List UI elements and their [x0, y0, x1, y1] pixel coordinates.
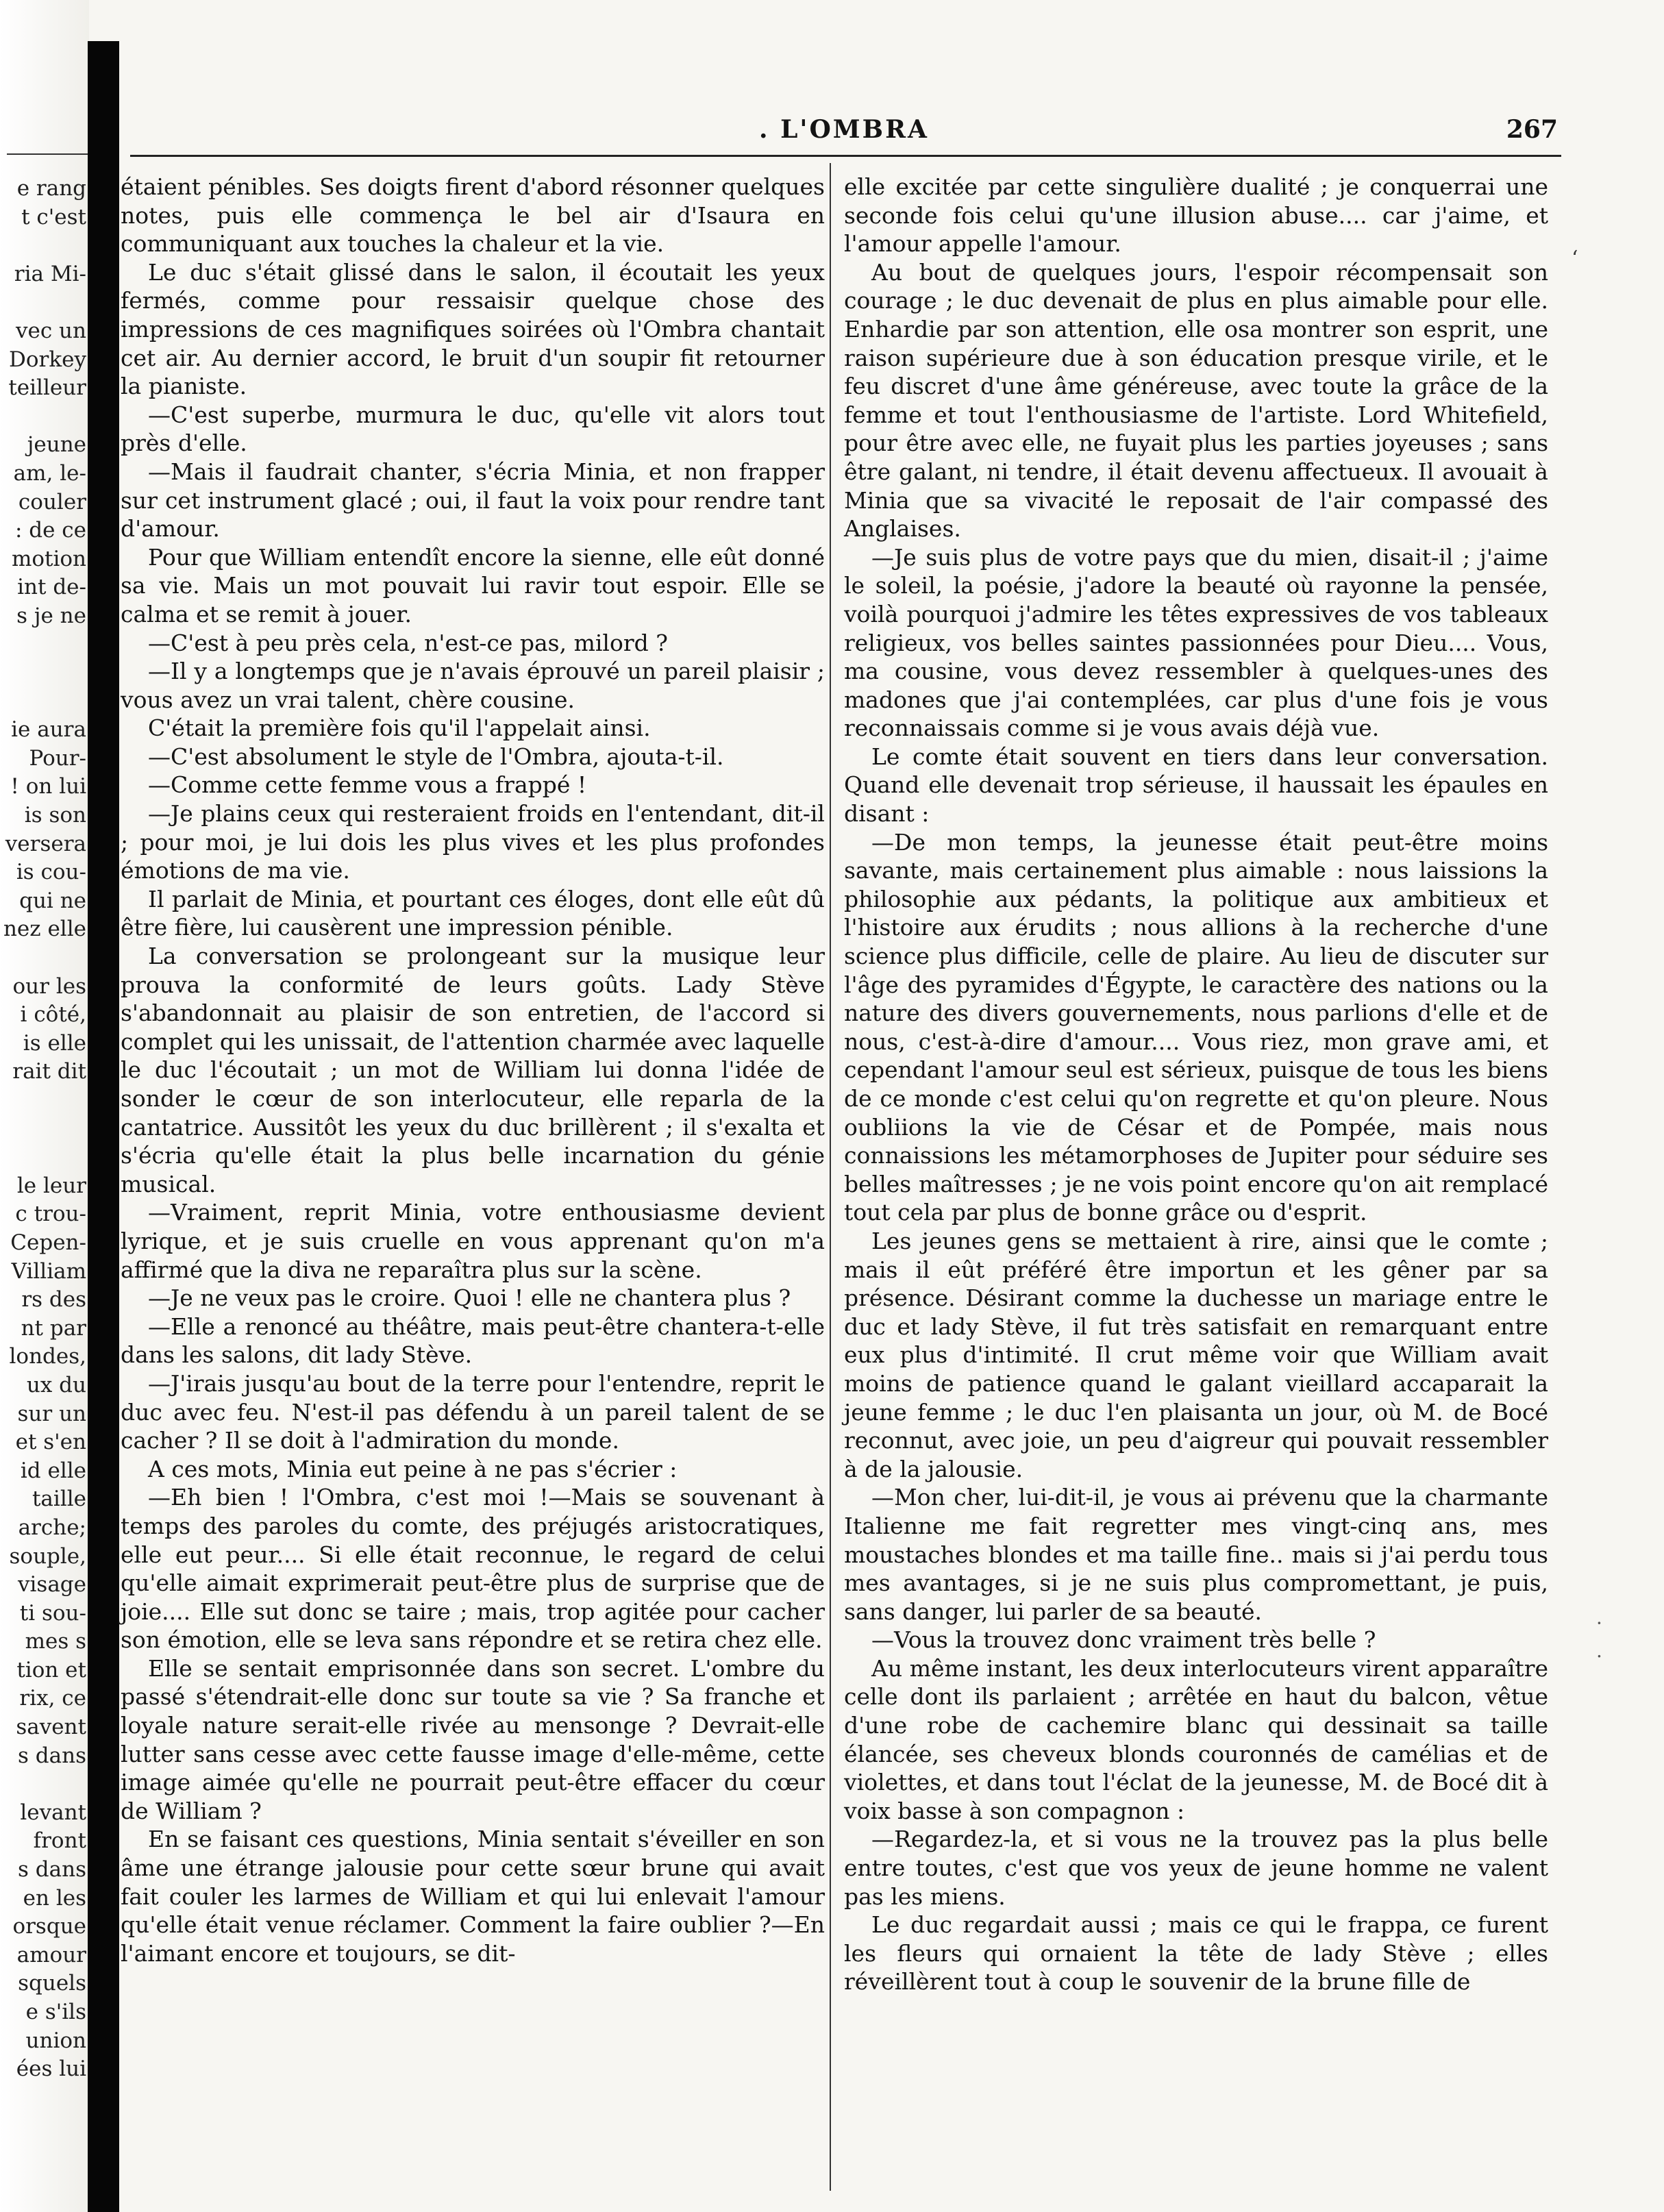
bleed-line — [0, 403, 88, 432]
bleed-line: couler — [18, 489, 86, 514]
bleed-line: am, le- — [13, 460, 86, 486]
bleed-line: : de ce — [14, 518, 86, 543]
paragraph: —De mon temps, la jeunesse était peut-être moins savante, mais certainement plus aimable : nous laissions la philosophie aux pédants, la politique aux ambitieux et l'histoire aux érudits ; nous allions à la recherche d'une science plus difficile, celle de plaire. Au lieu de discuter sur l'âge des pyramides d'Égypte, le caractère des nations ou la nature des divers gouvernements, nous parlions d'elle et de nous, c'est-à-dire d'amour.... Vous riez, mon grave ami, et cependant l'amour seul est sérieux, puisque de tous les biens de ce monde c'est celui qu'on regrette et qu'on pleure. Nous oubliions la vie de César et de Pompée, mais nous connaissions les métamorphoses de Jupiter pour séduire ses belles maîtresses ; je ne vois point encore qu'on ait remplacé tout cela par plus de bonne grâce ou d'esprit. — [844, 828, 1548, 1226]
paragraph: —C'est à peu près cela, n'est-ce pas, milord ? — [148, 629, 668, 656]
bleed-line: orsque — [12, 1914, 86, 1939]
paragraph: Il parlait de Minia, et pourtant ces éloges, dont elle eût dû être fière, lui causèrent une impression pénible. — [121, 885, 825, 941]
bleed-line: arche; — [18, 1515, 86, 1540]
paragraph: En se faisant ces questions, Minia sentait s'éveiller en son âme une étrange jalousie pour cette sœur brune qui avait fait couler les larmes de William et qui lui enlevait l'amour qu'elle était venue réclamer. Comment la faire oublier ?—En l'aimant encore et toujours, se dit- — [121, 1826, 825, 1967]
bleed-line: squels — [18, 1971, 86, 1996]
paragraph: Le duc s'était glissé dans le salon, il écoutait les yeux fermés, comme pour ressaisir quelque chose des impressions de ces magnifiques soirées où l'Ombra chantait cet air. Au dernier accord, le bruit d'un soupir fit retourner la pianiste. — [121, 258, 825, 400]
bleed-line: ! on lui — [10, 774, 86, 799]
paragraph: —Mon cher, lui-dit-il, je vous ai prévenu que la charmante Italienne me fait regretter mes vingt-cinq ans, mes moustaches blondes et ma taille fine.. mais si j'ai perdu tous mes avantages, si je ne suis plus compromettant, je puis, sans danger, lui parler de sa beauté. — [844, 1484, 1548, 1625]
bleed-line: savent — [16, 1715, 86, 1740]
margin-speck: ‘ — [1572, 247, 1578, 271]
bleed-line: rait dit — [12, 1059, 86, 1084]
bleed-line: Villiam — [11, 1258, 86, 1284]
bleed-line: nez elle — [3, 917, 86, 942]
bleed-line: et s'en — [15, 1430, 86, 1455]
bleed-line: tion et — [16, 1657, 86, 1682]
bleed-line: s dans — [18, 1743, 86, 1768]
paragraph: —Vraiment, reprit Minia, votre enthousiasme devient lyrique, et je suis cruelle en vous apprenant qu'on m'a affirmé que la diva ne reparaîtra plus sur la scène. — [121, 1199, 825, 1283]
paragraph: étaient pénibles. Ses doigts firent d'abord résonner quelques notes, puis elle commença le bel air d'Isaura en communiquant aux touches la chaleur et la vie. — [121, 173, 825, 258]
bleed-line: sur un — [17, 1401, 86, 1426]
bleed-line: e s'ils — [25, 2000, 86, 2024]
bleed-line — [0, 232, 88, 260]
paragraph: —C'est absolument le style de l'Ombra, ajouta-t-il. — [148, 743, 724, 770]
binding-spine-shadow — [88, 41, 119, 2212]
bleed-line: e rang — [16, 176, 86, 201]
bleed-line: amour — [16, 1942, 86, 1967]
bleed-line: motion — [11, 546, 86, 571]
paragraph: —C'est superbe, murmura le duc, qu'elle vit alors tout près d'elle. — [121, 401, 825, 457]
bleed-line: t c'est — [21, 204, 86, 229]
paragraph: C'était la première fois qu'il l'appelait ainsi. — [148, 714, 651, 742]
bleed-line — [0, 659, 88, 688]
paragraph: Les jeunes gens se mettaient à rire, ainsi que le comte ; mais il eût préféré être importun et les gêner par sa présence. Désirant comme la duchesse un mariage entre le duc et lady Stève, il fut très satisfait en remarquant entre eux plus d'intimité. Il crut même voir que William avait moins de patience quand le galant vieillard accaparait la jeune femme ; le duc l'en plaisanta un jour, où M. de Bocé reconnut, avec joie, un peu d'aigreur qui pouvait ressembler à de la jalousie. — [844, 1227, 1548, 1482]
bleed-line: levant — [20, 1800, 86, 1825]
bleed-line: rs des — [21, 1287, 86, 1313]
paragraph: Le comte était souvent en tiers dans leur conversation. Quand elle devenait trop sérieuse, il haussait les épaules en disant : — [844, 743, 1548, 828]
paragraph: —Elle a renoncé au théâtre, mais peut-être chantera-t-elle dans les salons, dit lady Stève. — [121, 1313, 825, 1369]
bleed-line: visage — [17, 1572, 86, 1598]
bleed-line: is son — [24, 803, 86, 828]
page-number: 267 — [1506, 115, 1558, 144]
paragraph: —Eh bien ! l'Ombra, c'est moi !—Mais se souvenant à temps des paroles du comte, des préjugés aristocratiques, elle eut peur.... Si elle était reconnue, le regard de celui qu'elle aimait exprimerait peut-être plus de surprise que de joie.... Elle sut donc se taire ; mais, trop agitée pour cacher son émotion, elle se leva sans répondre et se retira chez elle. — [121, 1484, 825, 1654]
bleed-line: ti sou- — [19, 1600, 86, 1626]
running-title: . L'OMBRA — [759, 115, 929, 144]
bleed-line — [0, 631, 88, 660]
paragraph: —Mais il faudrait chanter, s'écria Minia, et non frapper sur cet instrument glacé ; oui, il faut la voix pour rendre tant d'amour. — [121, 458, 825, 543]
bleed-line: union — [25, 2028, 86, 2053]
bleed-line: Dorkey — [9, 347, 86, 372]
paragraph: elle excitée par cette singulière dualité ; je conquerrai une seconde fois celui qu'une illusion abuse.... car j'aime, et l'amour appelle l'amour. — [844, 173, 1548, 258]
bleed-line: ie aura — [11, 717, 86, 743]
paragraph: —Il y a longtemps que je n'avais éprouvé un pareil plaisir ; vous avez un vrai talent, chère cousine. — [121, 658, 825, 713]
paragraph: —J'irais jusqu'au bout de la terre pour l'entendre, reprit le duc avec feu. N'est-il pas défendu à un pareil talent de se cacher ? Il se doit à l'admiration du monde. — [121, 1369, 825, 1454]
paragraph: La conversation se prolongeant sur la musique leur prouva la conformité de leurs goûts. Lady Stève s'abandonnait au plaisir de son entretien, de l'accord si complet qui les unissait, de l'attention charmée avec laquelle le duc l'écoutait ; un mot de William lui donna l'idée de sonder le cœur de son interlocuteur, elle reparla de la cantatrice. Aussitôt les yeux du duc brillèrent ; il s'exalta et s'écria qu'elle était la plus belle incarnation du génie musical. — [121, 943, 825, 1197]
text-column-right — [844, 173, 1548, 1996]
bleed-line: s je ne — [16, 603, 86, 628]
bleed-line — [0, 1143, 88, 1172]
bleed-line: ux du — [26, 1372, 86, 1397]
bleed-line — [0, 1770, 88, 1799]
bleed-line — [0, 288, 88, 317]
bleed-line — [0, 688, 88, 717]
bleed-line: en les — [23, 1885, 86, 1911]
bleed-line: ria Mi- — [14, 261, 86, 286]
bleed-line: versera — [5, 831, 86, 856]
paragraph: Au même instant, les deux interlocuteurs virent apparaître celle dont ils parlaient ; arrêtée en haut du balcon, vêtue d'une robe de cachemire blanc qui dessinait sa taille élancée, ses cheveux blonds couronnés de camélias et de violettes, et dans tout l'éclat de la jeunesse, M. de Bocé dit à voix basse à son compagnon : — [844, 1654, 1548, 1824]
bleed-line: our les — [12, 973, 86, 999]
bleed-line — [0, 1086, 88, 1115]
text-column-left — [121, 173, 825, 1967]
bleed-line — [0, 944, 88, 973]
bleed-line: s dans — [18, 1857, 86, 1882]
bleed-line: int de- — [17, 575, 86, 600]
bleed-line: souple, — [9, 1543, 86, 1569]
paragraph: —Vous la trouvez donc vraiment très belle ? — [871, 1626, 1376, 1654]
paragraph: —Je suis plus de votre pays que du mien, disait-il ; j'aime le soleil, la poésie, j'adore la beauté où rayonne la pensée, voilà pourquoi j'admire les têtes expressives de vos tableaux religieux, vos belles saintes passionnées pour Dieu.... Vous, ma cousine, vous devez ressembler à quelques-unes des madones que j'ai contemplées, car plus d'une fois je vous reconnaissais comme si je vous avais déjà vue. — [844, 543, 1548, 742]
bleed-line: jeune — [27, 432, 86, 458]
bleed-line: rix, ce — [19, 1686, 86, 1711]
bleed-line: nt par — [21, 1315, 86, 1341]
facing-page-rule — [7, 153, 88, 155]
paragraph: —Regardez-la, et si vous ne la trouvez pas la plus belle entre toutes, c'est que vos yeux de jeune homme ne valent pas les miens. — [844, 1826, 1548, 1910]
bleed-line: is elle — [23, 1030, 86, 1056]
paragraph: Le duc regardait aussi ; mais ce qui le frappa, ce furent les fleurs qui ornaient la tête de lady Stève ; elles réveillèrent tout à coup le souvenir de la brune fille de — [844, 1911, 1548, 1996]
bleed-line: vec un — [15, 318, 86, 343]
bleed-line: Cepen- — [10, 1230, 86, 1255]
paragraph: —Comme cette femme vous a frappé ! — [148, 771, 587, 799]
bleed-line: taille — [32, 1487, 86, 1512]
column-divider — [830, 163, 831, 2191]
bleed-line: teilleur — [8, 375, 86, 401]
paragraph: —Je ne veux pas le croire. Quoi ! elle ne chantera plus ? — [148, 1284, 791, 1312]
bleed-line: le leur — [16, 1173, 86, 1198]
bleed-line: ées lui — [16, 2056, 86, 2082]
paragraph: Elle se sentait emprisonnée dans son secret. L'ombre du passé s'étendrait-elle donc sur toute sa vie ? Sa franche et loyale nature serait-elle rivée au mensonge ? Devrait-elle lutter sans cesse avec cette fausse image d'elle-même, cette image aimée qu'elle ne pourrait peut-être effacer du cœur de William ? — [121, 1654, 825, 1824]
page-header — [130, 115, 1558, 156]
bleed-line: Pour- — [29, 745, 86, 771]
bleed-line: qui ne — [19, 888, 86, 913]
bleed-line: londes, — [9, 1344, 86, 1369]
bleed-line: is cou- — [16, 860, 86, 885]
bleed-line: id elle — [20, 1458, 86, 1483]
margin-specks: · . — [1596, 1612, 1602, 1662]
paragraph: Au bout de quelques jours, l'espoir récompensait son courage ; le duc devenait de plus en plus aimable pour elle. Enhardie par son attention, elle osa montrer son esprit, une raison supérieure due à son éducation presque virile, et le feu discret d'une âme généreuse, avec toute la grâce de la femme et tout l'enthousiasme de l'artiste. Lord Whitefield, pour être avec elle, ne fuyait plus les parties joyeuses ; sans être galant, ni tendre, il était devenu affectueux. Il avouait à Minia que sa vivacité le reposait de l'air compassé des Anglaises. — [844, 258, 1548, 543]
bleed-line: c trou- — [15, 1202, 86, 1227]
bleed-line: i côté, — [20, 1002, 86, 1028]
paragraph: —Je plains ceux qui resteraient froids en l'entendant, dit-il ; pour moi, je lui dois les plus vives et les plus profondes émotions de ma vie. — [121, 800, 825, 884]
bleed-line — [0, 1115, 88, 1144]
paragraph: Pour que William entendît encore la sienne, elle eût donné sa vie. Mais un mot pouvait lui ravir tout espoir. Elle se calma et se remit à jouer. — [121, 543, 825, 627]
bleed-line: front — [33, 1828, 86, 1854]
header-rule — [130, 155, 1561, 157]
facing-page-bleed-text — [0, 175, 88, 2084]
paragraph: A ces mots, Minia eut peine à ne pas s'écrier : — [148, 1455, 678, 1482]
bleed-line: mes s — [25, 1629, 86, 1654]
